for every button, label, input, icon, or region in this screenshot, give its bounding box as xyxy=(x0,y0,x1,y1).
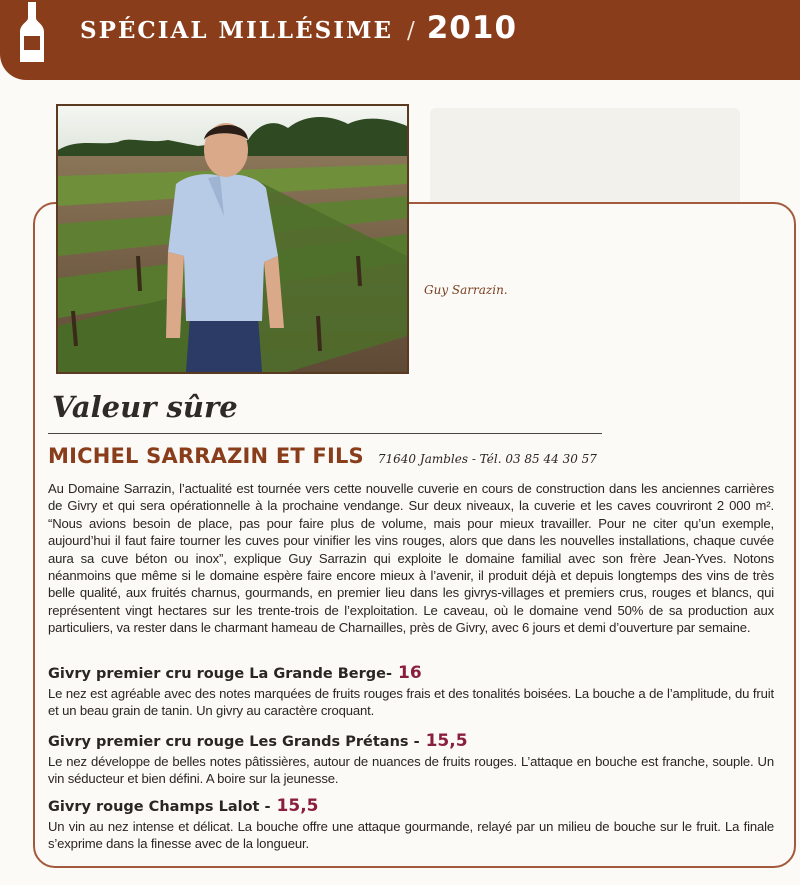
wine-entry xyxy=(48,796,774,853)
wine-bottle-icon xyxy=(18,2,46,64)
wine-score: 15,5 xyxy=(276,796,319,816)
producer-line xyxy=(48,444,597,468)
producer-contact: 71640 Jambles - Tél. 03 85 44 30 57 xyxy=(377,452,597,466)
portrait-photo xyxy=(56,104,409,374)
section-header-band xyxy=(0,0,800,80)
vintage-year: 2010 xyxy=(426,10,518,46)
wine-name: Givry premier cru rouge Les Grands Prétans - xyxy=(48,734,420,750)
wine-entry xyxy=(48,663,774,720)
vineyard-portrait-image xyxy=(58,106,407,372)
photo-caption: Guy Sarrazin. xyxy=(424,283,508,297)
wine-heading xyxy=(48,731,774,752)
wine-score: 16 xyxy=(398,663,422,683)
wine-tasting-note: Le nez développe de belles notes pâtissières, autour de nuances de fruits rouges. L’attaque en bouche est franche, souple. Un vin séducteur et bien défini. A boire sur la jeunesse. xyxy=(48,754,774,787)
wine-score: 15,5 xyxy=(425,731,468,751)
wine-heading xyxy=(48,663,774,684)
wine-entry xyxy=(48,731,774,788)
header-title xyxy=(80,10,517,50)
wine-tasting-note: Le nez est agréable avec des notes marquées de fruits rouges frais et des tonalités boisées. La bouche a de l’amplitude, du fruit et un beau grain de tanin. Un givry au caractère croquant. xyxy=(48,686,774,719)
section-label: SPÉCIAL MILLÉSIME xyxy=(80,17,393,44)
wine-name: Givry rouge Champs Lalot - xyxy=(48,799,271,815)
wine-heading xyxy=(48,796,774,817)
article-section-title: Valeur sûre xyxy=(52,390,238,424)
header-separator: / xyxy=(406,18,415,44)
wine-tasting-note: Un vin au nez intense et délicat. La bouche offre une attaque gourmande, relayé par un milieu de bouche sur le fruit. La finale s’exprime dans la finesse avec de la longueur. xyxy=(48,819,774,852)
wine-name: Givry premier cru rouge La Grande Berge- xyxy=(48,666,393,682)
title-divider xyxy=(48,433,602,434)
producer-name: MICHEL SARRAZIN ET FILS xyxy=(48,444,364,468)
article-intro: Au Domaine Sarrazin, l’actualité est tournée vers cette nouvelle cuverie en cours de construction dans les anciennes carrières de Givry et qui sera opérationnelle à la prochaine vendange. Sur deux niveaux, la cuverie et les caves couvriront 2 000 m². “Nous avions besoin de place, pas pour faire plus de volume, mais pour mieux travailler. Pour ne citer qu’un exemple, aujourd’hui il faut faire tourner les cuves pour vinifier les vins rouges, alors que dans les nouvelles installations, chaque cuvée aura sa cuve béton ou inox”, explique Guy Sarrazin qui exploite le domaine familial avec son frère Jean-Yves. Notons néanmoins que même si le domaine espère faire encore mieux à l’avenir, il produit déjà et depuis longtemps des vins de très belle qualité, aux fruités charnus, gourmands, en premier lieu dans les givrys-villages et premiers crus, rouges et blancs, qui représentent vingt hectares sur les trente-trois de l’exploitation. Le caveau, où le domaine vend 50% de sa production aux particuliers, va rester dans le charmant hameau de Charnailles, près de Givry, avec 6 jours et demi d’ouverture par semaine. xyxy=(48,481,774,636)
